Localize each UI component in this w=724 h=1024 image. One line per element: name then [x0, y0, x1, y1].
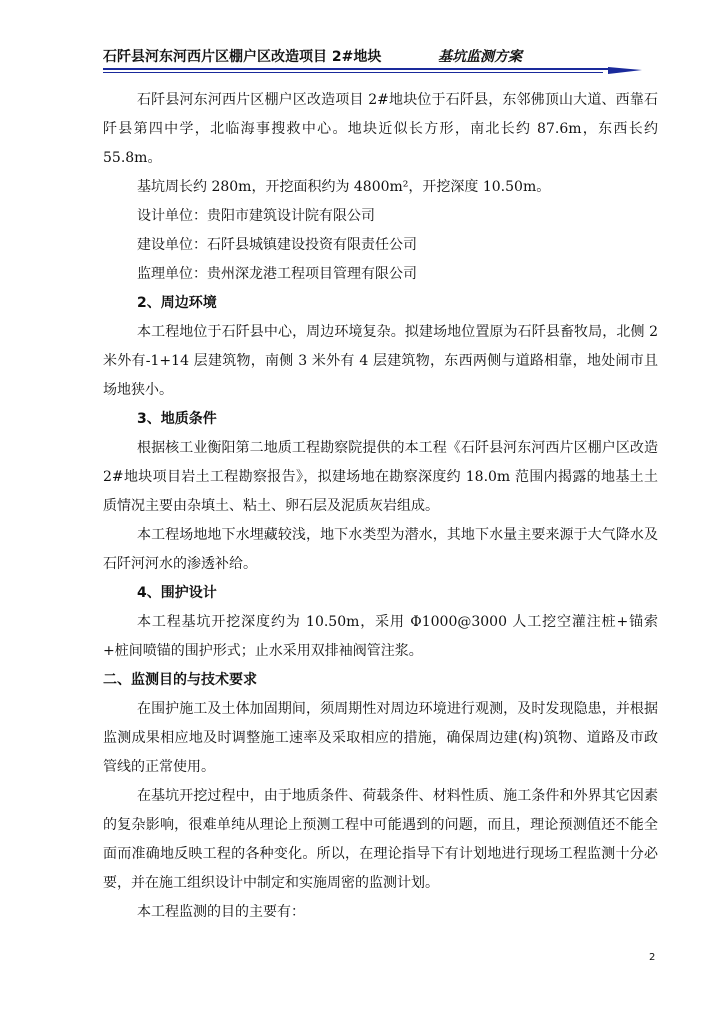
document-body [103, 86, 658, 927]
header-rule-thin [103, 72, 603, 73]
paragraph-pit-size: 基坑周长约 280m，开挖面积约为 4800m²，开挖深度 10.50m。 [137, 179, 551, 195]
heading-surroundings: 2、周边环境 [137, 295, 217, 311]
paragraph-design-unit: 设计单位：贵阳市建筑设计院有限公司 [137, 208, 375, 224]
paragraph-surroundings: 本工程地位于石阡县中心，周边环境复杂。拟建场地位置原为石阡县畜牧局，北侧 2 米外有-1+14 层建筑物，南侧 3 米外有 4 层建筑物，东西两侧与道路相靠，地处闹市且场地狭小。 [103, 324, 658, 398]
heading-retaining-design: 4、围护设计 [137, 585, 217, 601]
paragraph-monitoring-2: 在基坑开挖过程中，由于地质条件、荷载条件、材料性质、施工条件和外界其它因素的复杂影响，很难单纯从理论上预测工程中可能遇到的问题，而且，理论预测值还不能全面而准确地反映工程的各种变化。所以，在理论指导下有计划地进行现场工程监测十分必要，并在施工组织设计中制定和实施周密的监测计划。 [103, 788, 658, 891]
paragraph-groundwater: 本工程场地地下水埋藏较浅，地下水类型为潜水，其地下水量主要来源于大气降水及石阡河河水的渗透补给。 [103, 527, 658, 572]
page-header [103, 38, 641, 78]
paragraph-site-location: 石阡县河东河西片区棚户区改造项目 2#地块位于石阡县，东邻佛顶山大道、西靠石阡县第四中学，北临海事搜救中心。地块近似长方形，南北长约 87.6m，东西长约 55.8m。 [103, 92, 658, 166]
section-heading-monitoring: 二、监测目的与技术要求 [103, 672, 257, 688]
paragraph-supervise-unit: 监理单位：贵州深龙港工程项目管理有限公司 [137, 266, 417, 282]
header-doc-title: 基坑监测方案 [438, 49, 522, 65]
header-arrow-icon [608, 64, 642, 76]
page-number: 2 [649, 952, 656, 963]
header-rule [103, 68, 613, 70]
paragraph-retaining-design: 本工程基坑开挖深度约为 10.50m，采用 Φ1000@3000 人工挖空灌注桩+锚索+桩间喷锚的围护形式；止水采用双排袖阀管注浆。 [103, 614, 658, 659]
heading-geology: 3、地质条件 [137, 411, 217, 427]
paragraph-build-unit: 建设单位：石阡县城镇建设投资有限责任公司 [137, 237, 417, 253]
paragraph-geology-report: 根据核工业衡阳第二地质工程勘察院提供的本工程《石阡县河东河西片区棚户区改造 2#地块项目岩土工程勘察报告》，拟建场地在勘察深度约 18.0m 范围内揭露的地基土土质情况主要由杂填土、粘土、卵石层及泥质灰岩组成。 [103, 440, 658, 514]
paragraph-monitoring-1: 在围护施工及土体加固期间，须周期性对周边环境进行观测，及时发现隐患，并根据监测成果相应地及时调整施工速率及采取相应的措施，确保周边建(构)筑物、道路及市政管线的正常使用。 [103, 701, 658, 775]
paragraph-monitoring-goals: 本工程监测的目的主要有： [137, 904, 305, 920]
header-project-title: 石阡县河东河西片区棚户区改造项目 2#地块 [103, 49, 382, 65]
